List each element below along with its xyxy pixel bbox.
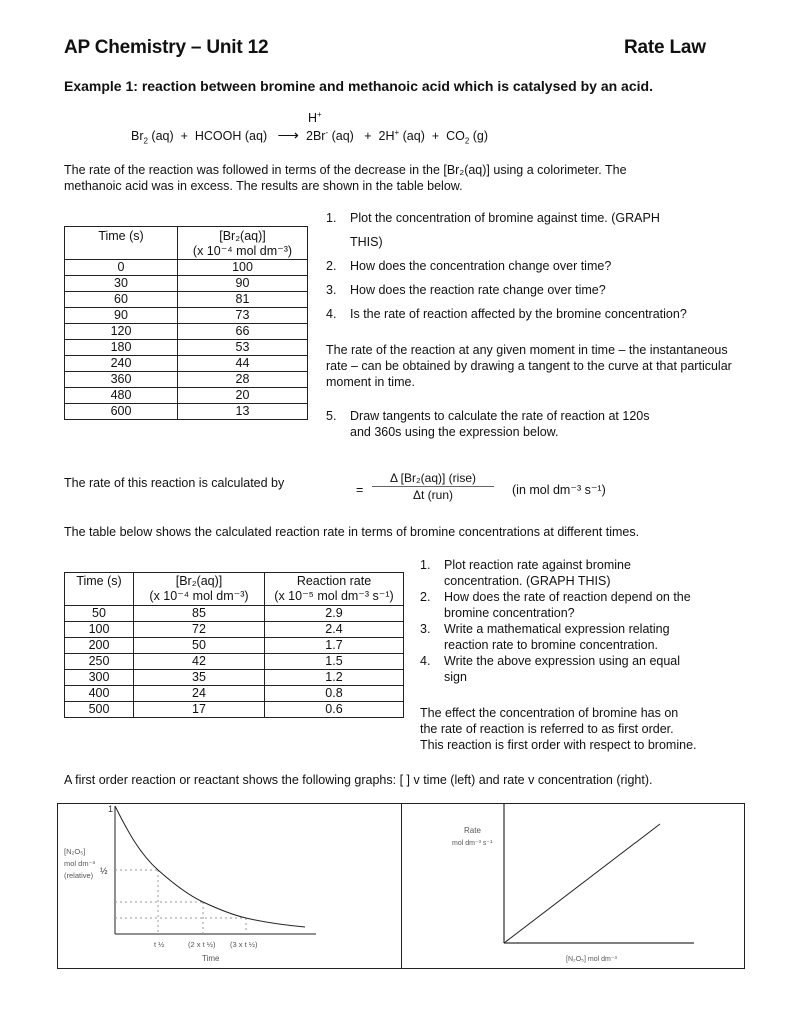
reaction-arrow: ⟶ <box>277 127 300 144</box>
questions-set-1 <box>326 210 746 322</box>
question-2: 2. How does the concentration change over time? <box>326 259 612 273</box>
rate-units: (in mol dm⁻³ s⁻¹) <box>512 483 606 497</box>
x-tick-t-half: t ½ <box>154 940 165 949</box>
y-tick-half: ½ <box>100 866 108 876</box>
table-row: 400 24 0.8 <box>65 686 404 702</box>
question-3: 3. How does the reaction rate change over time? <box>326 283 606 297</box>
reaction-rate-table <box>64 572 404 718</box>
question-2: 2. How does the rate of reaction depend on the bromine concentration? <box>420 590 691 620</box>
table-row: 120 66 <box>65 324 308 340</box>
table-row: 600 13 <box>65 404 308 420</box>
example-heading: Example 1: reaction between bromine and methanoic acid which is catalysed by an acid. <box>64 78 653 94</box>
table-row: 250 42 1.5 <box>65 654 404 670</box>
table-row: 100 72 2.4 <box>65 622 404 638</box>
table-row: 360 28 <box>65 372 308 388</box>
table-header-time: Time (s) <box>65 227 178 260</box>
table-row: 60 81 <box>65 292 308 308</box>
catalyst-label: H+ <box>308 109 322 125</box>
intro-paragraph: The rate of the reaction was followed in terms of the decrease in the [Br₂(aq)] using a colorimeter. The methanoic acid was in excess. The results are shown in the table below. <box>64 163 627 193</box>
question-4: 4. Is the rate of reaction affected by the bromine concentration? <box>326 307 687 321</box>
table2-intro: The table below shows the calculated reaction rate in terms of bromine concentrations at different times. <box>64 525 640 539</box>
table-row: 90 73 <box>65 308 308 324</box>
linear-rate-line <box>504 824 660 943</box>
page-topic: Rate Law <box>624 37 706 58</box>
y-axis-label-line3: (relative) <box>64 871 94 880</box>
fraction-numerator: Δ [Br₂(aq)] (rise) <box>372 471 494 487</box>
question-1: 1. Plot the concentration of bromine against time. (GRAPH THIS) <box>326 211 660 249</box>
rate-fraction <box>372 471 494 502</box>
chemical-equation: $Br_2$ (aq) + HCOOH (aq) ⟶ 2Br- (aq) + 2H+ $(aq) + CO_2$ (g) <box>131 127 489 146</box>
y-tick-1: 1 <box>108 804 114 814</box>
table-header-concentration: [Br₂(aq)] (x 10⁻⁴ mol dm⁻³) <box>178 227 308 260</box>
question-4: 4. Write the above expression using an equal sign <box>420 654 681 684</box>
first-order-paragraph: The effect the concentration of bromine has on the rate of reaction is referred to as first order. This reaction is first order with respect to bromine. <box>420 706 697 752</box>
decay-curve <box>115 806 305 927</box>
table-row: 200 50 1.7 <box>65 638 404 654</box>
question-5: 5. Draw tangents to calculate the rate of reaction at 120s and 360s using the expression below. <box>326 409 650 439</box>
question-1: 1. Plot reaction rate against bromine concentration. (GRAPH THIS) <box>420 558 631 588</box>
y-axis-label-line2: mol dm⁻³ s⁻¹ <box>452 840 493 847</box>
table-row: 180 53 <box>65 340 308 356</box>
rate-concentration-graph <box>402 804 743 967</box>
page-title: AP Chemistry – Unit 12 <box>64 37 269 58</box>
equals-sign: = <box>356 483 364 497</box>
table-row: 30 90 <box>65 276 308 292</box>
fraction-denominator: Δt (run) <box>412 488 454 502</box>
x-tick-3t-half: (3 x t ½) <box>230 940 258 949</box>
x-axis-label: Time <box>202 954 220 963</box>
y-axis-label-line1: Rate <box>464 826 481 835</box>
table-header-rate: Reaction rate (x 10⁻⁵ mol dm⁻³ s⁻¹) <box>265 573 404 606</box>
questions-set-2 <box>420 557 750 685</box>
table-header-concentration: [Br₂(aq)] (x 10⁻⁴ mol dm⁻³) <box>134 573 265 606</box>
graphs-intro: A first order reaction or reactant shows the following graphs: [ ] v time (left) and rate v concentration (right). <box>64 773 653 787</box>
table-row: 500 17 0.6 <box>65 702 404 718</box>
y-axis-label-line1: [N₂O₅] <box>64 847 86 856</box>
rate-expression-label: The rate of this reaction is calculated by <box>64 476 285 490</box>
table-row: 300 35 1.2 <box>65 670 404 686</box>
table-row: 480 20 <box>65 388 308 404</box>
table-row: 240 44 <box>65 356 308 372</box>
x-axis-label: [N₂O₅] mol dm⁻³ <box>566 956 617 963</box>
concentration-time-table <box>64 226 308 420</box>
table-row: 0 100 <box>65 260 308 276</box>
instantaneous-rate-paragraph: The rate of the reaction at any given moment in time – the instantaneous rate – can be obtained by drawing a tangent to the curve at that particular moment in time. <box>326 343 732 389</box>
concentration-time-graph <box>58 804 400 967</box>
x-tick-2t-half: (2 x t ½) <box>188 940 216 949</box>
table-header-time: Time (s) <box>65 573 134 606</box>
table-row: 50 85 2.9 <box>65 606 404 622</box>
y-axis-label-line2: mol dm⁻³ <box>64 859 96 868</box>
question-3: 3. Write a mathematical expression relating reaction rate to bromine concentration. <box>420 622 670 652</box>
